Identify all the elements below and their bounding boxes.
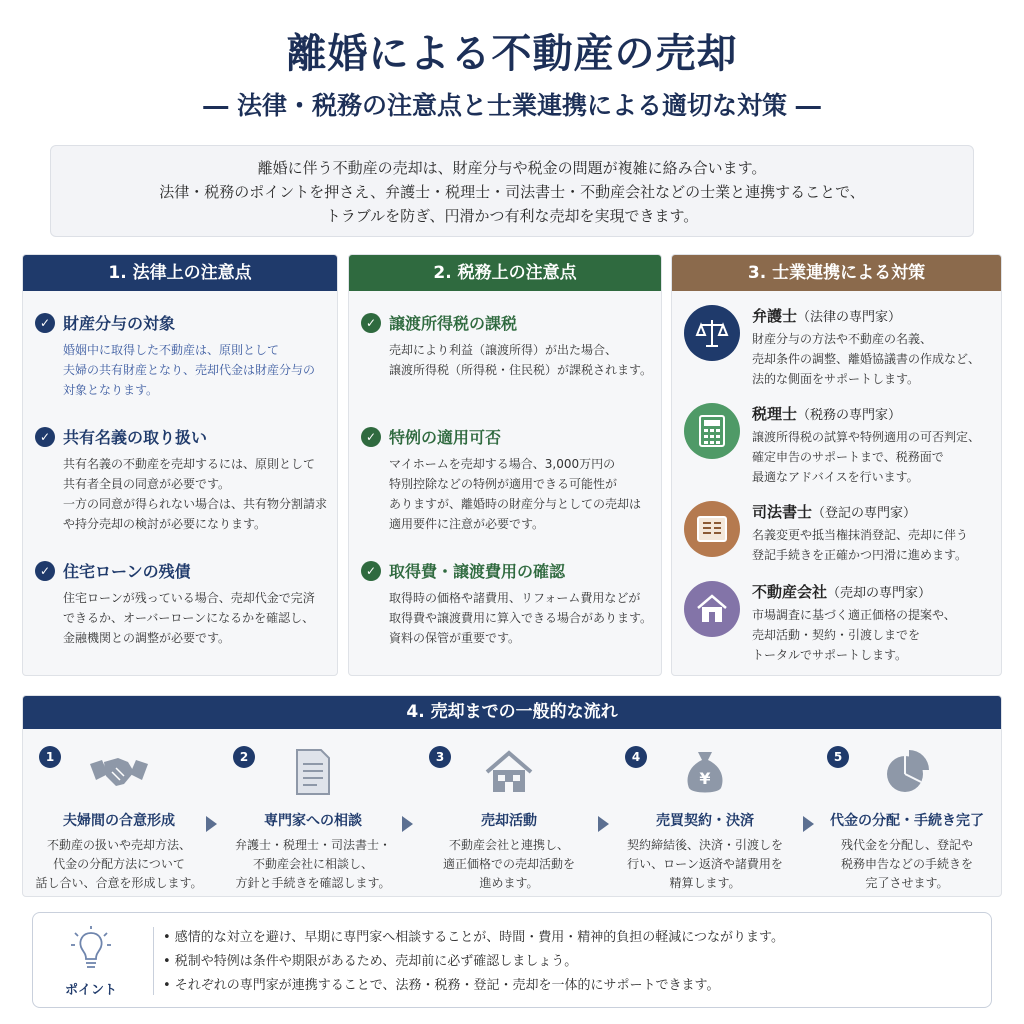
step-body-line: 契約締結後、決済・引渡しを (626, 838, 783, 852)
legal-item (35, 311, 329, 400)
item-body-line: 取得時の価格や諸費用、リフォーム費用などが (389, 591, 641, 605)
item-body-line: 取得費や譲渡費用に算入できる場合があります。 (389, 611, 653, 625)
item-body-line: マイホームを売却する場合、3,000万円の (389, 457, 616, 471)
item-title: 共有名義の取り扱い (63, 428, 208, 447)
expert-role: （税務の専門家） (797, 408, 902, 423)
calculator-icon (684, 403, 740, 459)
step-body-line: 方針と手続きを確認します。 (235, 876, 391, 890)
document-icon (684, 501, 740, 557)
check-icon: ✓ (361, 427, 381, 447)
intro-line: 法律・税務のポイントを押さえ、弁護士・税理士・司法書士・不動産会社などの士業と連携することで、 (159, 183, 865, 201)
expert-body-line: 財産分与の方法や不動産の名義、 (752, 332, 933, 346)
item-body-line: ありますが、離婚時の財産分与としての売却は (389, 497, 642, 511)
step-body-line: 精算します。 (669, 876, 741, 890)
flow-step (615, 736, 795, 893)
check-icon: ✓ (361, 313, 381, 333)
house-icon (684, 581, 740, 637)
point-label: ポイント (64, 983, 117, 998)
expert-body-line: 市場調査に基づく適正価格の提案や、 (752, 608, 956, 622)
expert-body-line: 譲渡所得税の試算や特例適用の可否判定、 (752, 430, 981, 444)
step-number: 3 (429, 746, 451, 768)
item-title: 取得費・譲渡費用の確認 (389, 562, 566, 581)
experts-section (671, 254, 1002, 676)
step-title: 売買契約・決済 (656, 813, 754, 829)
step-body-line: 税務申告などの手続きを (840, 857, 973, 871)
step-body-line: 進めます。 (479, 876, 539, 890)
experts-heading: 3. 士業連携による対策 (672, 255, 1001, 291)
tax-heading: 2. 税務上の注意点 (349, 255, 661, 291)
page-title: 離婚による不動産の売却 (286, 30, 738, 77)
item-body-line: 共有名義の不動産を売却するには、原則として (63, 457, 316, 471)
intro-line: トラブルを防ぎ、円滑かつ有利な売却を実現できます。 (325, 207, 699, 225)
flow-step (817, 736, 997, 893)
step-body-line: 不動産会社と連携し、 (448, 838, 569, 852)
item-body-line: 一方の同意が得られない場合は、共有物分割請求 (63, 497, 328, 511)
check-icon: ✓ (35, 561, 55, 581)
item-title: 特例の適用可否 (389, 428, 502, 447)
expert-tax-accountant (684, 403, 995, 487)
point-divider (153, 927, 154, 995)
item-body-line: 婚姻中に取得した不動産は、原則として (63, 343, 280, 357)
expert-name: 税理士 (752, 405, 798, 423)
expert-role: （売却の専門家） (827, 586, 932, 601)
flow-arrow-icon (206, 816, 217, 832)
step-title: 夫婦間の合意形成 (63, 813, 175, 829)
step-number: 2 (233, 746, 255, 768)
item-body-line: 共有者全員の同意が必要です。 (63, 477, 231, 491)
flow-step (419, 736, 599, 893)
lightbulb-icon (51, 925, 131, 975)
step-body-line: 代金の分配方法について (53, 857, 185, 871)
step-body-line: 不動産の扱いや売却方法、 (46, 838, 191, 852)
step-number: 4 (625, 746, 647, 768)
expert-body-line: 売却活動・契約・引渡しまでを (752, 628, 921, 642)
item-body-line: 譲渡所得税（所得税・住民税）が課税されます。 (389, 363, 653, 377)
item-body-line: 売却により利益（譲渡所得）が出た場合、 (389, 343, 618, 357)
tax-section (348, 254, 662, 676)
point-item: • 税制や特例は条件や期限があるため、売却前に必ず確認しましょう。 (163, 954, 578, 969)
intro-box (50, 145, 974, 237)
item-title: 住宅ローンの残債 (63, 562, 191, 581)
expert-name: 司法書士 (752, 503, 813, 521)
tax-item (361, 559, 653, 648)
step-body-line: 話し合い、合意を形成します。 (35, 876, 203, 890)
legal-heading: 1. 法律上の注意点 (23, 255, 337, 291)
expert-lawyer (684, 305, 995, 389)
expert-body-line: トータルでサポートします。 (752, 648, 908, 662)
item-body-line: できるか、オーバーローンになるかを確認し、 (63, 611, 315, 625)
point-item: • それぞれの専門家が連携することで、法務・税務・登記・売却を一体的にサポートできます。 (163, 978, 720, 993)
tax-item (361, 425, 653, 534)
expert-body-line: 確定申告のサポートまで、税務面で (752, 450, 944, 464)
expert-real-estate-company (684, 581, 995, 665)
expert-body-line: 法的な側面をサポートします。 (752, 372, 920, 386)
flow-arrow-icon (402, 816, 413, 832)
check-icon: ✓ (35, 313, 55, 333)
step-body-line: 適正価格での売却活動を (442, 857, 575, 871)
intro-line: 離婚に伴う不動産の売却は、財産分与や税金の問題が複雑に絡み合います。 (257, 159, 767, 177)
item-body-line: 金融機関との調整が必要です。 (63, 631, 231, 645)
item-body-line: や持分売却の検討が必要になります。 (63, 517, 267, 531)
expert-role: （登記の専門家） (812, 506, 917, 521)
step-title: 売却活動 (481, 813, 537, 829)
check-icon: ✓ (35, 427, 55, 447)
check-icon: ✓ (361, 561, 381, 581)
item-body-line: 対象となります。 (63, 383, 159, 397)
page-subtitle: ― 法律・税務の注意点と士業連携による適切な対策 ― (203, 91, 821, 120)
expert-body-line: 最適なアドバイスを行います。 (752, 470, 919, 484)
item-body-line: 適用要件に注意が必要です。 (389, 517, 545, 531)
tax-item (361, 311, 653, 380)
step-body-line: 残代金を分配し、登記や (840, 838, 973, 852)
expert-body-line: 名義変更や抵当権抹消登記、売却に伴う (752, 528, 969, 542)
expert-body-line: 売却条件の調整、離婚協議書の作成など、 (752, 352, 981, 366)
legal-item (35, 425, 329, 534)
scales-icon (684, 305, 740, 361)
item-body-line: 夫婦の共有財産となり、売却代金は財産分与の (63, 363, 316, 377)
flow-arrow-icon (598, 816, 609, 832)
item-body-line: 住宅ローンが残っている場合、売却代金で完済 (63, 591, 315, 605)
item-title: 財産分与の対象 (63, 314, 176, 333)
expert-name: 弁護士 (752, 307, 798, 325)
flow-arrow-icon (803, 816, 814, 832)
step-body-line: 完了させます。 (865, 876, 949, 890)
point-item: • 感情的な対立を避け、早期に専門家へ相談することが、時間・費用・精神的負担の軽減につながります。 (163, 930, 784, 945)
flow-section (22, 695, 1002, 897)
step-body-line: 不動産会社に相談し、 (252, 857, 373, 871)
step-number: 5 (827, 746, 849, 768)
step-title: 代金の分配・手続き完了 (830, 813, 984, 829)
item-title: 譲渡所得税の課税 (389, 314, 518, 333)
expert-body-line: 登記手続きを正確かつ円滑に進めます。 (752, 548, 968, 562)
step-body-line: 弁護士・税理士・司法書士・ (234, 838, 391, 852)
step-title: 専門家への相談 (264, 813, 362, 829)
item-body-line: 資料の保管が重要です。 (389, 631, 521, 645)
item-body-line: 特別控除などの特例が適用できる可能性が (389, 477, 618, 491)
flow-step (223, 736, 403, 893)
legal-item (35, 559, 329, 648)
expert-judicial-scrivener (684, 501, 995, 565)
expert-name: 不動産会社 (752, 583, 828, 601)
point-box (32, 912, 992, 1008)
step-number: 1 (39, 746, 61, 768)
svg-text:¥: ¥ (699, 769, 711, 788)
legal-section (22, 254, 338, 676)
flow-heading: 4. 売却までの一般的な流れ (23, 696, 1001, 729)
expert-role: （法律の専門家） (797, 310, 902, 325)
flow-step (29, 736, 209, 893)
step-body-line: 行い、ローン返済や諸費用を (627, 857, 783, 871)
